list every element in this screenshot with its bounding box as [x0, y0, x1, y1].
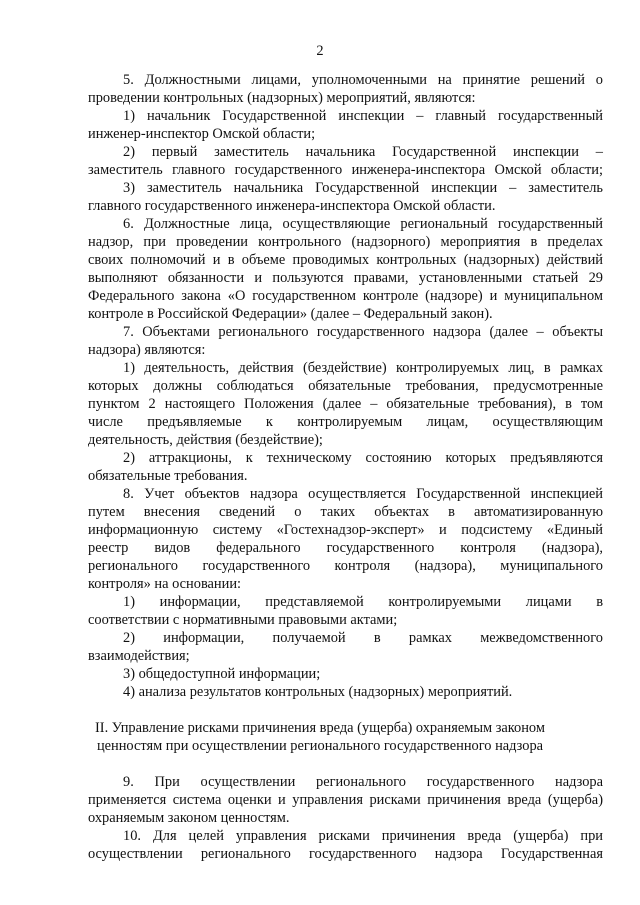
text-line: надзор, при проведении контрольного (надзорного) мероприятия в пределах — [88, 234, 603, 250]
text-line: охраняемым законом ценностям. — [88, 810, 290, 826]
text-line: 4) анализа результатов контрольных (надзорных) мероприятий. — [123, 684, 513, 700]
text-line: 1) деятельность, действия (бездействие) контролируемых лиц, в рамках — [123, 360, 603, 376]
text-line: применяется система оценки и управления рисками причинения вреда (ущерба) — [88, 792, 603, 808]
text-line: инженер-инспектор Омской области; — [88, 126, 316, 142]
text-line: деятельность, действия (бездействие); — [88, 432, 323, 448]
text-line: 2) первый заместитель начальника Государственной инспекции – — [123, 144, 603, 160]
text-line: главного государственного инженера-инспектора Омской области. — [88, 198, 496, 214]
text-line: которых должны соблюдаться обязательные требования, предусмотренные — [88, 378, 603, 394]
text-line: 6. Должностные лица, осуществляющие региональный государственный — [123, 216, 603, 232]
text-line: 7. Объектами регионального государственного надзора (далее – объекты — [123, 324, 603, 340]
text-line: 10. Для целей управления рисками причинения вреда (ущерба) при — [123, 828, 603, 844]
text-line: осуществлении регионального государственного надзора Государственная — [88, 846, 603, 862]
text-line: числе предъявляемые к контролируемым лицам, осуществляющим — [88, 414, 603, 430]
text-line: 2) информации, получаемой в рамках межведомственного — [123, 630, 603, 646]
text-line: пунктом 2 настоящего Положения (далее – обязательные требования), в том — [88, 396, 603, 412]
text-line: 3) заместитель начальника Государственной инспекции – заместитель — [123, 180, 603, 196]
text-line: 1) начальник Государственной инспекции – главный государственный — [123, 108, 603, 124]
text-line: проведении контрольных (надзорных) мероприятий, являются: — [88, 90, 476, 106]
text-line: контроле в Российской Федерации» (далее – Федеральный закон). — [88, 306, 493, 322]
text-line: 5. Должностными лицами, уполномоченными на принятие решений о — [123, 72, 603, 88]
text-line: регионального государственного контроля (надзора), муниципального — [88, 558, 603, 574]
text-line: 9. При осуществлении регионального государственного надзора — [123, 774, 603, 790]
text-line: 2) аттракционы, к техническому состоянию которых предъявляются — [123, 450, 603, 466]
text-line: соответствии с нормативными правовыми актами; — [88, 612, 398, 628]
text-line: надзора) являются: — [88, 342, 206, 358]
text-line: обязательные требования. — [88, 468, 248, 484]
text-line: выполняют обязанности и пользуются правами, установленными статьей 29 — [88, 270, 603, 286]
page-number: 2 — [316, 43, 324, 59]
text-line: своих полномочий и в объеме проводимых контрольных (надзорных) действий — [88, 252, 603, 268]
text-line: реестр видов федерального государственного контроля (надзора), — [88, 540, 603, 556]
text-line: 8. Учет объектов надзора осуществляется Государственной инспекцией — [123, 486, 603, 502]
text-line: взаимодействия; — [88, 648, 190, 664]
section-heading: II. Управление рисками причинения вреда (ущерба) охраняемым законом — [95, 720, 545, 736]
text-line: контроля» на основании: — [88, 576, 242, 592]
text-line: 1) информации, представляемой контролируемыми лицами в — [123, 594, 603, 610]
text-line: заместитель главного государственного инженера-инспектора Омской области; — [88, 162, 603, 178]
section-heading: ценностям при осуществлении регионального государственного надзора — [96, 738, 544, 754]
text-line: Федерального закона «О государственном контроле (надзоре) и муниципальном — [88, 288, 603, 304]
text-line: информационную систему «Гостехнадзор-эксперт» и подсистему «Единый — [88, 522, 603, 538]
text-line: путем внесения сведений о таких объектах в автоматизированную — [88, 504, 603, 520]
text-line: 3) общедоступной информации; — [123, 666, 321, 682]
